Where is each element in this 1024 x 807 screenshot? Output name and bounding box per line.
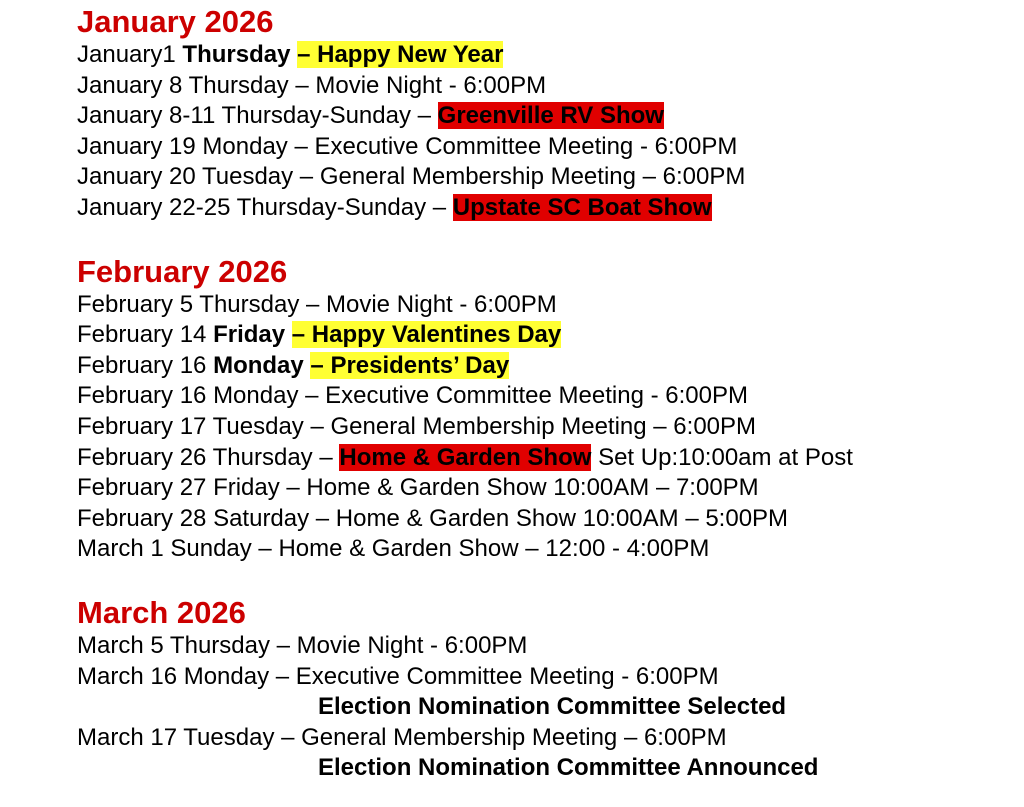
event-line [77,40,1024,71]
event-text: March 17 Tuesday – General Membership Meeting – 6:00PM [77,723,727,751]
event-text: Set Up:10:00am at Post [591,443,853,471]
event-text: Election Nomination Committee Selected [318,693,787,721]
event-note-line [77,692,1024,723]
event-line [77,662,1024,693]
event-text: Friday [213,321,286,349]
event-line [77,534,1024,565]
event-line [77,412,1024,443]
month-section [77,254,1024,565]
event-text: Election Nomination Committee Announced [318,754,819,782]
event-text: January 19 Monday – Executive Committee Meeting - 6:00PM [77,132,738,160]
month-heading: January 2026 [77,4,274,39]
event-line [77,162,1024,193]
event-text: January 8-11 Thursday-Sunday – [77,102,438,130]
event-text: February 28 Saturday – Home & Garden Show 10:00AM – 5:00PM [77,504,789,532]
event-text: February 17 Tuesday – General Membership Meeting – 6:00PM [77,412,757,440]
event-text: March 16 Monday – Executive Committee Meeting - 6:00PM [77,662,719,690]
event-text: February 27 Friday – Home & Garden Show 10:00AM – 7:00PM [77,474,759,502]
event-text: March 5 Thursday – Movie Night - 6:00PM [77,631,528,659]
event-line [77,381,1024,412]
event-text: February 5 Thursday – Movie Night - 6:00PM [77,290,557,318]
event-text: February 16 Monday – Executive Committee Meeting - 6:00PM [77,382,748,410]
highlighted-event-text: Upstate SC Boat Show [452,193,712,221]
highlighted-event-text: – Presidents’ Day [310,351,510,379]
highlighted-event-text: – Happy Valentines Day [291,321,562,349]
event-line [77,631,1024,662]
event-line [77,723,1024,754]
month-section [77,4,1024,224]
event-text: March 1 Sunday – Home & Garden Show – 12:00 - 4:00PM [77,535,710,563]
event-line [77,320,1024,351]
event-text [285,321,292,348]
event-text: Monday [213,351,304,379]
event-text: January 22-25 Thursday-Sunday – [77,193,453,221]
event-line [77,132,1024,163]
month-heading: February 2026 [77,253,288,289]
event-text: February 14 [77,321,214,349]
event-line [77,290,1024,321]
event-line [77,351,1024,382]
highlighted-event-text: Greenville RV Show [437,102,664,130]
event-line [77,443,1024,474]
event-text: February 16 [77,351,214,379]
highlighted-event-text: Home & Garden Show [339,443,592,471]
event-line [77,504,1024,535]
event-line [77,101,1024,132]
month-heading: March 2026 [77,594,246,630]
month-section [77,595,1024,784]
event-line [77,473,1024,504]
event-text: January 20 Tuesday – General Membership Meeting – 6:00PM [77,163,746,191]
event-text: January 8 Thursday – Movie Night - 6:00PM [77,71,547,99]
event-text: January1 [77,41,183,68]
event-text: Thursday [182,41,291,68]
event-note-line [77,753,1024,784]
event-line [77,71,1024,102]
highlighted-event-text: – Happy New Year [297,41,504,68]
event-calendar-document [77,4,1024,784]
event-line [77,193,1024,224]
event-text: February 26 Thursday – [77,443,340,471]
